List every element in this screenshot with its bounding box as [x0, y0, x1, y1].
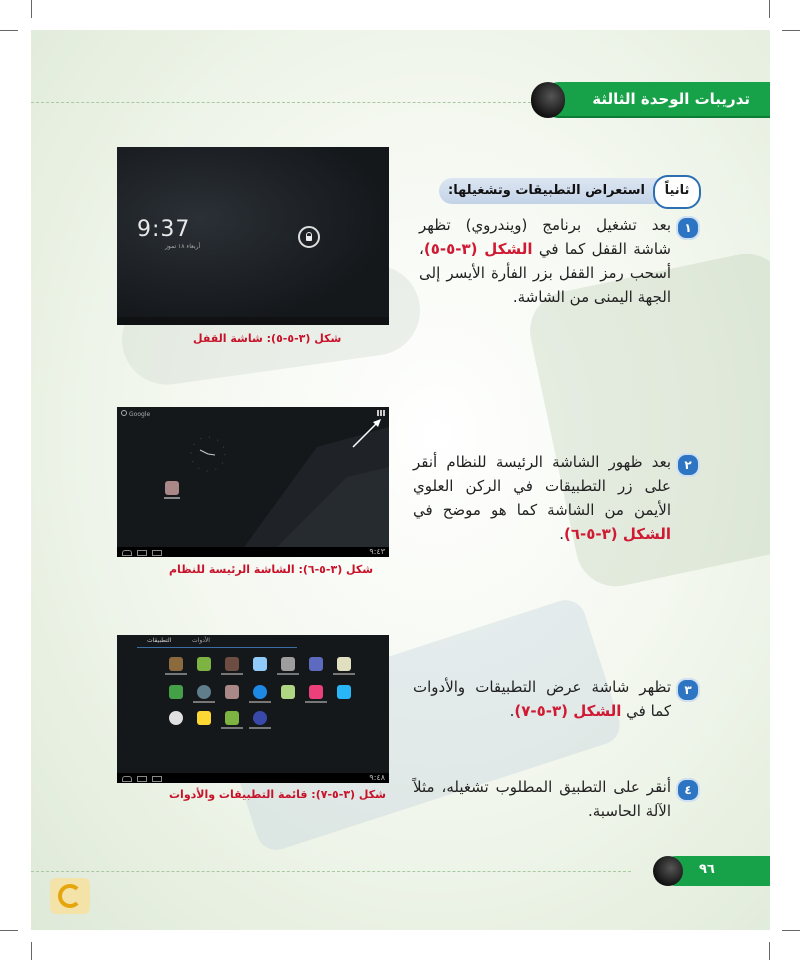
app-label	[165, 673, 187, 675]
app-label	[221, 727, 243, 729]
app-label	[193, 701, 215, 703]
step-text	[419, 213, 671, 309]
header-tab-cap	[531, 82, 565, 118]
step-text-after: .	[559, 525, 564, 543]
figure-caption: شكل (٣-٥-٥): شاشة القفل	[193, 332, 342, 345]
figure-home-screen	[117, 407, 389, 557]
publisher-logo	[50, 878, 90, 914]
home-icon[interactable]	[137, 550, 147, 556]
recent-apps-icon[interactable]	[152, 776, 162, 782]
crop-mark	[0, 930, 18, 931]
browser-app-icon[interactable]	[253, 685, 267, 699]
step-text-before: بعد ظهور الشاشة الرئيسة للنظام أنقر على زر التطبيقات في الركن العلوي الأيمن من الشاشة كما هو موضح في	[413, 453, 671, 519]
step-text-before: تظهر شاشة عرض التطبيقات والأدوات كما في	[413, 678, 671, 720]
email-app-icon[interactable]	[197, 711, 211, 725]
search-app-icon[interactable]	[169, 711, 183, 725]
app-label	[164, 497, 180, 499]
app-icon[interactable]	[253, 711, 267, 725]
step-text-before: بعد تشغيل برنامج (ويندروي) تظهر شاشة القفل كما في	[419, 216, 671, 258]
crop-mark	[782, 30, 800, 31]
google-search-bar[interactable]	[121, 410, 150, 418]
footer-divider	[31, 871, 631, 872]
status-clock: ٩:٤٣	[369, 547, 385, 556]
step-number: ٣	[676, 678, 700, 702]
app-icon[interactable]	[169, 657, 183, 671]
app-icon[interactable]	[309, 685, 323, 699]
recent-apps-icon[interactable]	[152, 550, 162, 556]
app-icon[interactable]	[337, 657, 351, 671]
figure-reference: الشكل (٣-٥-٥)	[423, 240, 533, 258]
app-label	[249, 701, 271, 703]
page-number: ٩٦	[699, 862, 715, 877]
crop-mark	[31, 0, 32, 18]
app-label	[249, 727, 271, 729]
back-icon[interactable]	[122, 550, 132, 556]
gallery-app-icon[interactable]	[225, 685, 239, 699]
app-icon[interactable]	[225, 711, 239, 725]
home-icon[interactable]	[137, 776, 147, 782]
lock-time: 9:37	[137, 217, 191, 242]
drawer-tabs	[137, 637, 297, 648]
status-bar	[117, 317, 389, 325]
header-divider	[31, 102, 531, 103]
step-text-after: .	[509, 702, 515, 720]
step-text-after: ، أسحب رمز القفل بزر الفأرة الأيسر إلى الجهة اليمنى من الشاشة.	[419, 240, 671, 306]
nav-bar	[117, 773, 389, 783]
app-icon[interactable]	[281, 685, 295, 699]
app-label	[333, 673, 355, 675]
section-heading	[439, 178, 699, 204]
lock-icon[interactable]	[298, 226, 320, 248]
section-title: استعراض التطبيقات وتشغيلها:	[448, 183, 645, 198]
crop-mark	[0, 30, 18, 31]
step-text	[413, 775, 671, 823]
figure-reference: الشكل (٣-٥-٧)	[514, 702, 622, 720]
section-badge: ثانياً	[653, 175, 701, 209]
search-icon	[121, 410, 127, 416]
app-icon[interactable]	[169, 685, 183, 699]
step-text-before: أنقر على التطبيق المطلوب تشغيله، مثلاً الآلة الحاسبة.	[413, 778, 671, 820]
back-icon[interactable]	[122, 776, 132, 782]
app-label	[221, 673, 243, 675]
book-page	[31, 30, 770, 930]
figure-caption: شكل (٣-٥-٦): الشاشة الرئيسة للنظام	[169, 563, 374, 576]
step-number: ١	[676, 216, 700, 240]
crop-mark	[769, 0, 770, 18]
app-label	[305, 701, 327, 703]
app-icon[interactable]	[253, 657, 267, 671]
app-label	[277, 673, 299, 675]
crop-mark	[31, 942, 32, 960]
page-number-tab-cap	[653, 856, 683, 886]
pointer-arrow	[349, 413, 389, 453]
app-icon[interactable]	[225, 657, 239, 671]
step-text	[413, 675, 671, 723]
figure-reference: الشكل (٣-٥-٦)	[563, 525, 671, 543]
step-text	[413, 450, 671, 546]
app-icon[interactable]	[309, 657, 323, 671]
phone-app-icon[interactable]	[337, 685, 351, 699]
unit-header-tab	[541, 82, 770, 118]
figure-caption: شكل (٣-٥-٧): قائمة التطبيقات والأدوات	[169, 788, 386, 801]
search-label: Google	[129, 411, 151, 418]
step-number: ٢	[676, 453, 700, 477]
unit-title: تدريبات الوحدة الثالثة	[592, 90, 750, 108]
tab-widgets[interactable]: الأدوات	[192, 637, 210, 644]
gallery-app-icon[interactable]	[165, 481, 179, 495]
status-clock: ٩:٤٨	[369, 773, 385, 782]
figure-lock-screen	[117, 147, 389, 325]
crop-mark	[769, 942, 770, 960]
app-icon[interactable]	[197, 657, 211, 671]
step-number: ٤	[676, 778, 700, 802]
tab-apps[interactable]: التطبيقات	[147, 637, 172, 644]
figure-app-drawer	[117, 635, 389, 783]
lock-date: أربعاء ١٨ تموز	[165, 243, 201, 250]
crop-mark	[782, 930, 800, 931]
analog-clock-widget	[188, 434, 228, 474]
nav-bar	[117, 547, 389, 557]
clock-app-icon[interactable]	[197, 685, 211, 699]
calculator-app-icon[interactable]	[281, 657, 295, 671]
